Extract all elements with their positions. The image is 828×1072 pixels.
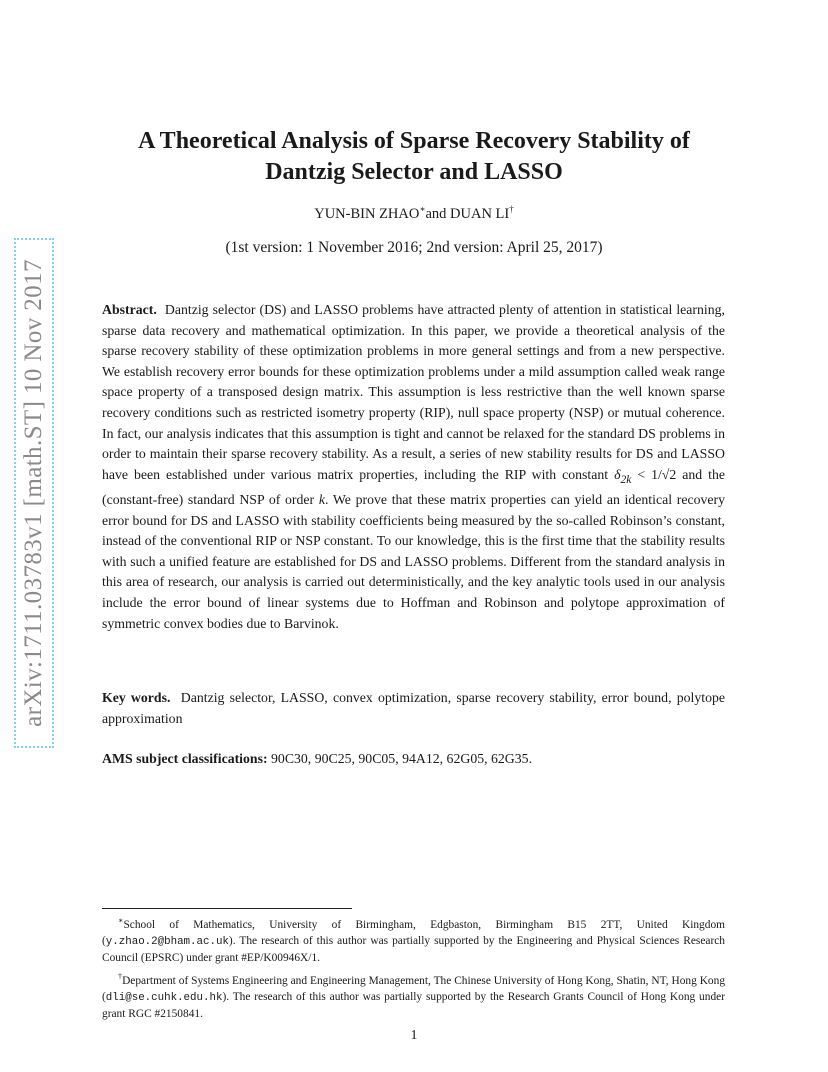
author-conjunction: and [425,205,451,222]
version-info: (1st version: 1 November 2016; 2nd version: April 25, 2017) [225,239,603,256]
math-subscript-text: 2k [620,473,632,486]
footnote-1-text-a: School of Mathematics, University of Birmingham, Edgbaston, Birmingham B15 2TT, United Kingdom ( [102,918,725,947]
ams-label: AMS subject classifications: [102,751,268,766]
abstract [102,300,725,634]
author-1: YUN-BIN ZHAO [314,205,420,222]
footnote-1 [102,913,725,966]
page-number: 1 [410,1028,418,1043]
keywords [102,688,725,729]
abstract-text-part-1: Dantzig selector (DS) and LASSO problems have attracted plenty of attention in statistical learning, sparse data recovery and mathematical optimization. In this paper, we provide a theoretical analysis of the sparse recovery stability of these optimization problems in more general settings and from a new perspective. We establish recovery error bounds for these optimization problems under a mild assumption called weak range space property of a transposed design matrix. This assumption is less restrictive than the well known sparse recovery conditions such as restricted isometry property (RIP), null space property (NSP) or mutual coherence. In fact, our analysis indicates that this assumption is tight and cannot be relaxed for the standard DS problems in order to maintain their sparse recovery stability. As a result, a series of new stability results for DS and LASSO have been established under various matrix properties, including the RIP with constant [102,302,725,482]
math-delta: δ [614,466,621,482]
math-delta-subscript [621,474,632,486]
paper-title [80,126,748,188]
author-2-footnote-mark: † [509,204,514,214]
author-2: DUAN LI [450,205,510,222]
footnote-2-text-b: ). The research of this author was partially supported by the Research Grants Council of Hong Kong under grant RGC #2150841. [102,990,725,1020]
abstract-text-part-2: and the (constant-free) standard NSP of order [102,466,725,508]
arxiv-identifier: arXiv:1711.03783v1 [math.ST] 10 Nov 2017 [20,259,47,727]
footnote-2-text-a: Department of Systems Engineering and Engineering Management, The Chinese University of Hong Kong, Shatin, NT, Hong Kong ( [102,974,726,1003]
ams-text: 90C30, 90C25, 90C05, 94A12, 62G05, 62G35. [271,751,533,766]
keywords-label: Key words. [102,690,171,705]
author-1-footnote-mark: ∗ [419,204,426,214]
math-k: k [318,492,325,508]
footnote-2-email: dli@se.cuhk.edu.hk [105,991,223,1004]
footnote-1-mark: ∗ [118,916,124,925]
title-line-1: A Theoretical Analysis of Sparse Recovery Stability of [138,128,690,154]
footnote-2-mark: † [118,971,123,981]
title-line-2: Dantzig Selector and LASSO [265,159,563,185]
keywords-text: Dantzig selector, LASSO, convex optimization, sparse recovery stability, error bound, polytope approximation [102,690,725,726]
footnotes [102,913,725,1025]
arxiv-stamp [14,238,54,748]
footnote-divider [102,908,352,909]
author-list [80,204,748,223]
abstract-text-part-3: . We prove that these matrix properties can yield an identical recovery error bound for DS and LASSO with stability coefficients being measured by the so-called Robinson’s constant, instead of the conventional RIP or NSP constant. To our knowledge, this is the first time that the stability results with such a unified feature are established for DS and LASSO problems. Different from the standard analysis in this area of research, our analysis is carried out deterministically, and the key analytic tools used in our analysis include the error bound of linear systems due to Hoffman and Robinson and polytope approximation of symmetric convex bodies due to Barvinok. [102,492,725,631]
math-relation: < 1/√2 [631,466,677,482]
footnote-2 [102,969,725,1022]
ams-classifications [102,749,725,770]
abstract-label: Abstract. [102,302,157,317]
footnote-1-text-b: ). The research of this author was partially supported by the Engineering and Physical Sciences Research Council (EPSRC) under grant #EP/K00946X/1. [102,934,725,964]
footnote-1-email: y.zhao.2@bham.ac.uk [105,935,229,948]
